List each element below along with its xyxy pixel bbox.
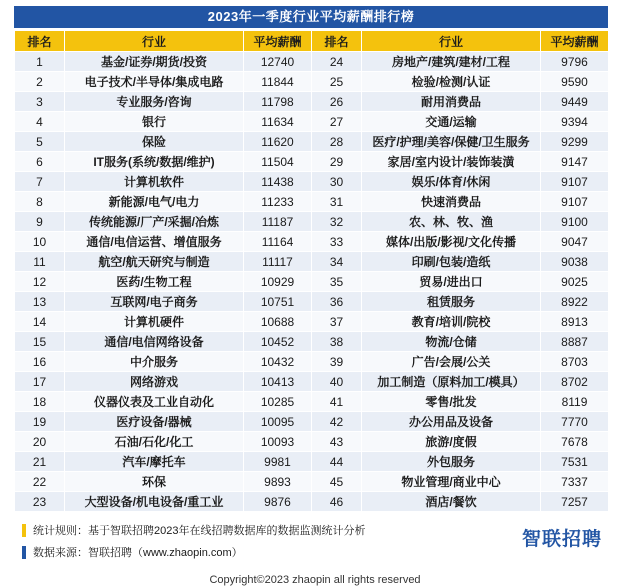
cell-salary-left: 10432 <box>244 352 312 372</box>
cell-salary-left: 10413 <box>244 372 312 392</box>
cell-industry-right: 印刷/包装/造纸 <box>362 252 541 272</box>
salary-rank-table <box>14 30 609 512</box>
note-rule-row <box>22 522 608 538</box>
cell-salary-left: 9893 <box>244 472 312 492</box>
cell-salary-left: 11117 <box>244 252 312 272</box>
cell-industry-left: 基金/证券/期货/投资 <box>65 52 244 72</box>
cell-rank-left: 19 <box>15 412 65 432</box>
table-body <box>15 52 609 512</box>
cell-industry-left: 保险 <box>65 132 244 152</box>
cell-rank-right: 25 <box>312 72 362 92</box>
cell-rank-left: 14 <box>15 312 65 332</box>
cell-industry-left: 计算机硬件 <box>65 312 244 332</box>
note-source-text: 数据来源：智联招聘（www.zhaopin.com） <box>33 547 243 559</box>
bullet-marker-yellow <box>22 524 26 537</box>
note-source-row <box>22 544 608 560</box>
cell-salary-right: 9038 <box>541 252 609 272</box>
cell-salary-right: 8913 <box>541 312 609 332</box>
col-header-industry-left: 行业 <box>65 31 244 52</box>
cell-rank-right: 32 <box>312 212 362 232</box>
cell-industry-right: 快速消费品 <box>362 192 541 212</box>
cell-rank-left: 6 <box>15 152 65 172</box>
cell-rank-right: 28 <box>312 132 362 152</box>
cell-industry-left: 航空/航天研究与制造 <box>65 252 244 272</box>
table-row <box>15 192 609 212</box>
cell-salary-right: 9590 <box>541 72 609 92</box>
cell-salary-right: 9394 <box>541 112 609 132</box>
page-title: 2023年一季度行业平均薪酬排行榜 <box>14 6 608 28</box>
notes-section <box>22 522 608 586</box>
table-row <box>15 432 609 452</box>
table-row <box>15 492 609 512</box>
cell-industry-left: 互联网/电子商务 <box>65 292 244 312</box>
cell-industry-right: 物业管理/商业中心 <box>362 472 541 492</box>
col-header-rank-right: 排名 <box>312 31 362 52</box>
cell-industry-left: 医疗设备/器械 <box>65 412 244 432</box>
cell-rank-right: 42 <box>312 412 362 432</box>
cell-rank-right: 37 <box>312 312 362 332</box>
cell-industry-left: 网络游戏 <box>65 372 244 392</box>
cell-industry-right: 耐用消费品 <box>362 92 541 112</box>
cell-rank-left: 16 <box>15 352 65 372</box>
cell-salary-left: 11187 <box>244 212 312 232</box>
cell-industry-left: 通信/电信网络设备 <box>65 332 244 352</box>
cell-rank-right: 33 <box>312 232 362 252</box>
cell-rank-left: 13 <box>15 292 65 312</box>
cell-salary-right: 9025 <box>541 272 609 292</box>
cell-industry-right: 交通/运输 <box>362 112 541 132</box>
cell-rank-left: 17 <box>15 372 65 392</box>
cell-salary-right: 8703 <box>541 352 609 372</box>
cell-salary-right: 9147 <box>541 152 609 172</box>
table-row <box>15 312 609 332</box>
cell-industry-right: 加工制造（原料加工/模具） <box>362 372 541 392</box>
cell-rank-left: 2 <box>15 72 65 92</box>
cell-rank-right: 43 <box>312 432 362 452</box>
cell-industry-right: 检验/检测/认证 <box>362 72 541 92</box>
cell-rank-right: 39 <box>312 352 362 372</box>
brand-logo: 智联招聘 <box>521 529 602 550</box>
cell-salary-right: 9107 <box>541 192 609 212</box>
cell-rank-left: 21 <box>15 452 65 472</box>
cell-salary-right: 7337 <box>541 472 609 492</box>
copyright-text: Copyright©2023 zhaopin all rights reserved <box>209 574 421 586</box>
cell-industry-left: 传统能源/厂产/采掘/冶炼 <box>65 212 244 232</box>
table-row <box>15 352 609 372</box>
cell-rank-right: 26 <box>312 92 362 112</box>
cell-salary-left: 10751 <box>244 292 312 312</box>
cell-industry-left: 仪器仪表及工业自动化 <box>65 392 244 412</box>
cell-industry-right: 娱乐/体育/休闲 <box>362 172 541 192</box>
table-row <box>15 212 609 232</box>
cell-industry-left: 环保 <box>65 472 244 492</box>
cell-rank-left: 23 <box>15 492 65 512</box>
table-row <box>15 112 609 132</box>
cell-rank-left: 10 <box>15 232 65 252</box>
cell-salary-left: 11844 <box>244 72 312 92</box>
cell-rank-left: 15 <box>15 332 65 352</box>
cell-salary-left: 11233 <box>244 192 312 212</box>
cell-industry-right: 医疗/护理/美容/保健/卫生服务 <box>362 132 541 152</box>
cell-salary-right: 8119 <box>541 392 609 412</box>
cell-salary-left: 11634 <box>244 112 312 132</box>
cell-salary-left: 11438 <box>244 172 312 192</box>
cell-salary-left: 10929 <box>244 272 312 292</box>
cell-salary-left: 11620 <box>244 132 312 152</box>
cell-rank-right: 40 <box>312 372 362 392</box>
cell-rank-left: 22 <box>15 472 65 492</box>
table-header-row <box>15 31 609 52</box>
cell-industry-left: 汽车/摩托车 <box>65 452 244 472</box>
cell-rank-left: 3 <box>15 92 65 112</box>
cell-salary-right: 9299 <box>541 132 609 152</box>
table-row <box>15 172 609 192</box>
note-rule-text: 统计规则：基于智联招聘2023年在线招聘数据库的数据监测统计分析 <box>33 525 366 537</box>
cell-industry-right: 物流/仓储 <box>362 332 541 352</box>
cell-salary-right: 9047 <box>541 232 609 252</box>
cell-industry-right: 零售/批发 <box>362 392 541 412</box>
cell-industry-right: 外包服务 <box>362 452 541 472</box>
cell-rank-left: 11 <box>15 252 65 272</box>
col-header-industry-right: 行业 <box>362 31 541 52</box>
cell-industry-left: 中介服务 <box>65 352 244 372</box>
cell-salary-left: 11164 <box>244 232 312 252</box>
table-row <box>15 412 609 432</box>
cell-industry-left: 计算机软件 <box>65 172 244 192</box>
cell-industry-right: 酒店/餐饮 <box>362 492 541 512</box>
cell-salary-right: 9796 <box>541 52 609 72</box>
cell-rank-left: 4 <box>15 112 65 132</box>
cell-rank-right: 24 <box>312 52 362 72</box>
cell-rank-left: 12 <box>15 272 65 292</box>
cell-industry-right: 媒体/出版/影视/文化传播 <box>362 232 541 252</box>
cell-salary-left: 10452 <box>244 332 312 352</box>
cell-industry-left: 银行 <box>65 112 244 132</box>
cell-salary-right: 8887 <box>541 332 609 352</box>
cell-rank-right: 27 <box>312 112 362 132</box>
cell-rank-right: 41 <box>312 392 362 412</box>
cell-salary-left: 9876 <box>244 492 312 512</box>
table-row <box>15 72 609 92</box>
table-row <box>15 332 609 352</box>
table-row <box>15 292 609 312</box>
cell-salary-right: 7257 <box>541 492 609 512</box>
col-header-rank-left: 排名 <box>15 31 65 52</box>
cell-salary-right: 8922 <box>541 292 609 312</box>
cell-industry-right: 房地产/建筑/建材/工程 <box>362 52 541 72</box>
cell-rank-left: 9 <box>15 212 65 232</box>
cell-salary-left: 10093 <box>244 432 312 452</box>
infographic-page <box>0 6 622 586</box>
cell-industry-right: 贸易/进出口 <box>362 272 541 292</box>
cell-salary-left: 12740 <box>244 52 312 72</box>
cell-industry-left: 大型设备/机电设备/重工业 <box>65 492 244 512</box>
cell-rank-left: 5 <box>15 132 65 152</box>
cell-industry-left: 专业服务/咨询 <box>65 92 244 112</box>
cell-industry-right: 租赁服务 <box>362 292 541 312</box>
table-row <box>15 52 609 72</box>
cell-rank-right: 34 <box>312 252 362 272</box>
cell-industry-right: 办公用品及设备 <box>362 412 541 432</box>
cell-salary-left: 11798 <box>244 92 312 112</box>
cell-rank-right: 45 <box>312 472 362 492</box>
cell-rank-right: 38 <box>312 332 362 352</box>
cell-industry-left: 医药/生物工程 <box>65 272 244 292</box>
table-row <box>15 252 609 272</box>
table-row <box>15 472 609 492</box>
cell-salary-left: 10285 <box>244 392 312 412</box>
bullet-marker-blue <box>22 546 26 559</box>
cell-salary-left: 11504 <box>244 152 312 172</box>
table-row <box>15 232 609 252</box>
table-row <box>15 392 609 412</box>
cell-rank-right: 31 <box>312 192 362 212</box>
cell-rank-right: 46 <box>312 492 362 512</box>
cell-rank-right: 44 <box>312 452 362 472</box>
cell-salary-right: 9449 <box>541 92 609 112</box>
table-row <box>15 92 609 112</box>
cell-rank-left: 1 <box>15 52 65 72</box>
cell-salary-left: 10095 <box>244 412 312 432</box>
table-row <box>15 272 609 292</box>
cell-rank-left: 20 <box>15 432 65 452</box>
cell-industry-right: 家居/室内设计/装饰装潢 <box>362 152 541 172</box>
cell-salary-right: 8702 <box>541 372 609 392</box>
cell-industry-right: 教育/培训/院校 <box>362 312 541 332</box>
cell-rank-left: 8 <box>15 192 65 212</box>
cell-industry-right: 旅游/度假 <box>362 432 541 452</box>
cell-salary-right: 9100 <box>541 212 609 232</box>
cell-rank-right: 29 <box>312 152 362 172</box>
cell-rank-right: 36 <box>312 292 362 312</box>
table-row <box>15 452 609 472</box>
cell-industry-left: 石油/石化/化工 <box>65 432 244 452</box>
table-row <box>15 132 609 152</box>
table-row <box>15 372 609 392</box>
cell-industry-right: 广告/会展/公关 <box>362 352 541 372</box>
cell-industry-left: 新能源/电气/电力 <box>65 192 244 212</box>
cell-rank-right: 30 <box>312 172 362 192</box>
table-row <box>15 152 609 172</box>
cell-rank-right: 35 <box>312 272 362 292</box>
cell-rank-left: 18 <box>15 392 65 412</box>
col-header-salary-left: 平均薪酬 <box>244 31 312 52</box>
cell-industry-left: IT服务(系统/数据/维护) <box>65 152 244 172</box>
cell-salary-left: 9981 <box>244 452 312 472</box>
cell-industry-right: 农、林、牧、渔 <box>362 212 541 232</box>
cell-industry-left: 电子技术/半导体/集成电路 <box>65 72 244 92</box>
cell-rank-left: 7 <box>15 172 65 192</box>
col-header-salary-right: 平均薪酬 <box>541 31 609 52</box>
cell-salary-right: 7770 <box>541 412 609 432</box>
cell-industry-left: 通信/电信运营、增值服务 <box>65 232 244 252</box>
cell-salary-right: 7531 <box>541 452 609 472</box>
cell-salary-right: 7678 <box>541 432 609 452</box>
cell-salary-right: 9107 <box>541 172 609 192</box>
cell-salary-left: 10688 <box>244 312 312 332</box>
